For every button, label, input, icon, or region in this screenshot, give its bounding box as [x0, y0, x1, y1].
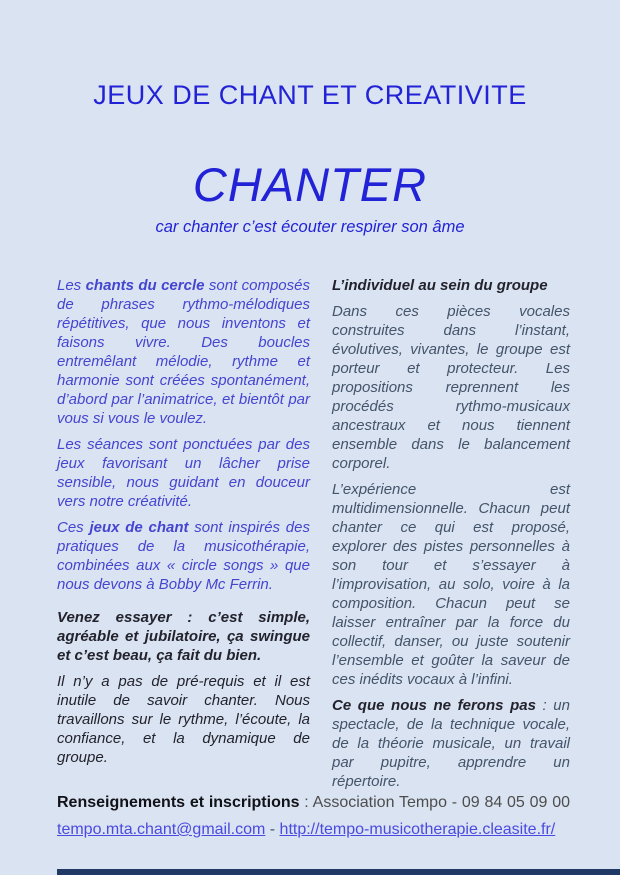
p3-rest-text: sont inspirés des pratiques de la musicothérapie, combinées aux « circle songs » que nous devons à Bobby Mc Ferrin. — [57, 519, 310, 594]
tagline: car chanter c’est écouter respirer son âme — [155, 217, 465, 236]
paragraph-pieces-vocales: Dans ces pièces vocales construites dans l’instant, évolutives, vivantes, le groupe est porteur et protecteur. Les propositions reprennent les procédés rythmo-musicaux ancestraux et nous tiennent ensemble dans le balancement corporel. — [332, 303, 570, 473]
p3-bold-intro: Ce que nous ne ferons pas — [332, 697, 536, 715]
paragraph-seances: Les séances sont ponctuées par des jeux favorisant un lâcher prise sensible, nous guidant en douceur vers notre créativité. — [57, 436, 310, 511]
p3-bold-text: jeux de chant — [89, 519, 189, 537]
link-separator: - — [265, 821, 280, 838]
p1-bold-text: chants du cercle — [85, 277, 205, 295]
paragraph-venez-essayer: Venez essayer : c’est simple, agréable et jubilatoire, ça swingue et c’est beau, ça fait du bien. — [57, 609, 310, 665]
main-heading-chanter: CHANTER — [192, 158, 428, 212]
footer-contact-line — [57, 790, 570, 815]
right-column — [332, 276, 570, 798]
p3-rest-text: : un spectacle, de la technique vocale, de la théorie musicale, un travail par pupitre, apprendre un répertoire. — [332, 697, 570, 791]
footer-links-line — [57, 817, 570, 842]
bottom-edge-bar — [57, 869, 620, 875]
paragraph-pre-requis: Il n’y a pas de pré-requis et il est inutile de savoir chanter. Nous travaillons sur le rythme, l’écoute, la confiance, et la dynamique de groupe. — [57, 673, 310, 767]
p3-pre-text: Ces — [57, 519, 90, 537]
email-link[interactable]: tempo.mta.chant@gmail.com — [57, 821, 266, 838]
paragraph-experience: L’expérience est multidimensionnelle. Chacun peut chanter ce qui est proposé, explorer des pistes personnelles à son tour et s’essayer à l’improvisation, au solo, voire à la composition. Chacun peut se laisser entraîner par la force du collectif, danser, ou juste soutenir l’ensemble et goûter la saveur de ces inédits vocaux à l’infini. — [332, 481, 570, 689]
content-columns — [0, 276, 620, 798]
footer — [57, 790, 570, 842]
paragraph-ce-que-nous-ne-ferons-pas — [332, 696, 570, 791]
left-column — [57, 276, 310, 774]
section-heading-individuel: L’individuel au sein du groupe — [332, 277, 548, 295]
paragraph-chants-du-cercle — [57, 276, 310, 428]
paragraph-jeux-de-chant — [57, 518, 310, 594]
footer-info-text: : Association Tempo - 09 84 05 09 00 — [299, 794, 570, 811]
footer-label: Renseignements et inscriptions — [57, 794, 300, 811]
p1-rest-text: sont composés de phrases rythmo-mélodiques répétitives, que nous inventons et faisons vivre. Des boucles entremêlant mélodie, rythme et harmonie sont créées spontanément, d’abord par l’animatrice, et bientôt par vous si vous le voulez. — [57, 277, 310, 428]
website-link[interactable]: http://tempo-musicotherapie.cleasite.fr/ — [279, 821, 556, 838]
document-title: JEUX DE CHANT ET CREATIVITE — [93, 80, 527, 110]
p1-pre-text: Les — [57, 277, 86, 295]
